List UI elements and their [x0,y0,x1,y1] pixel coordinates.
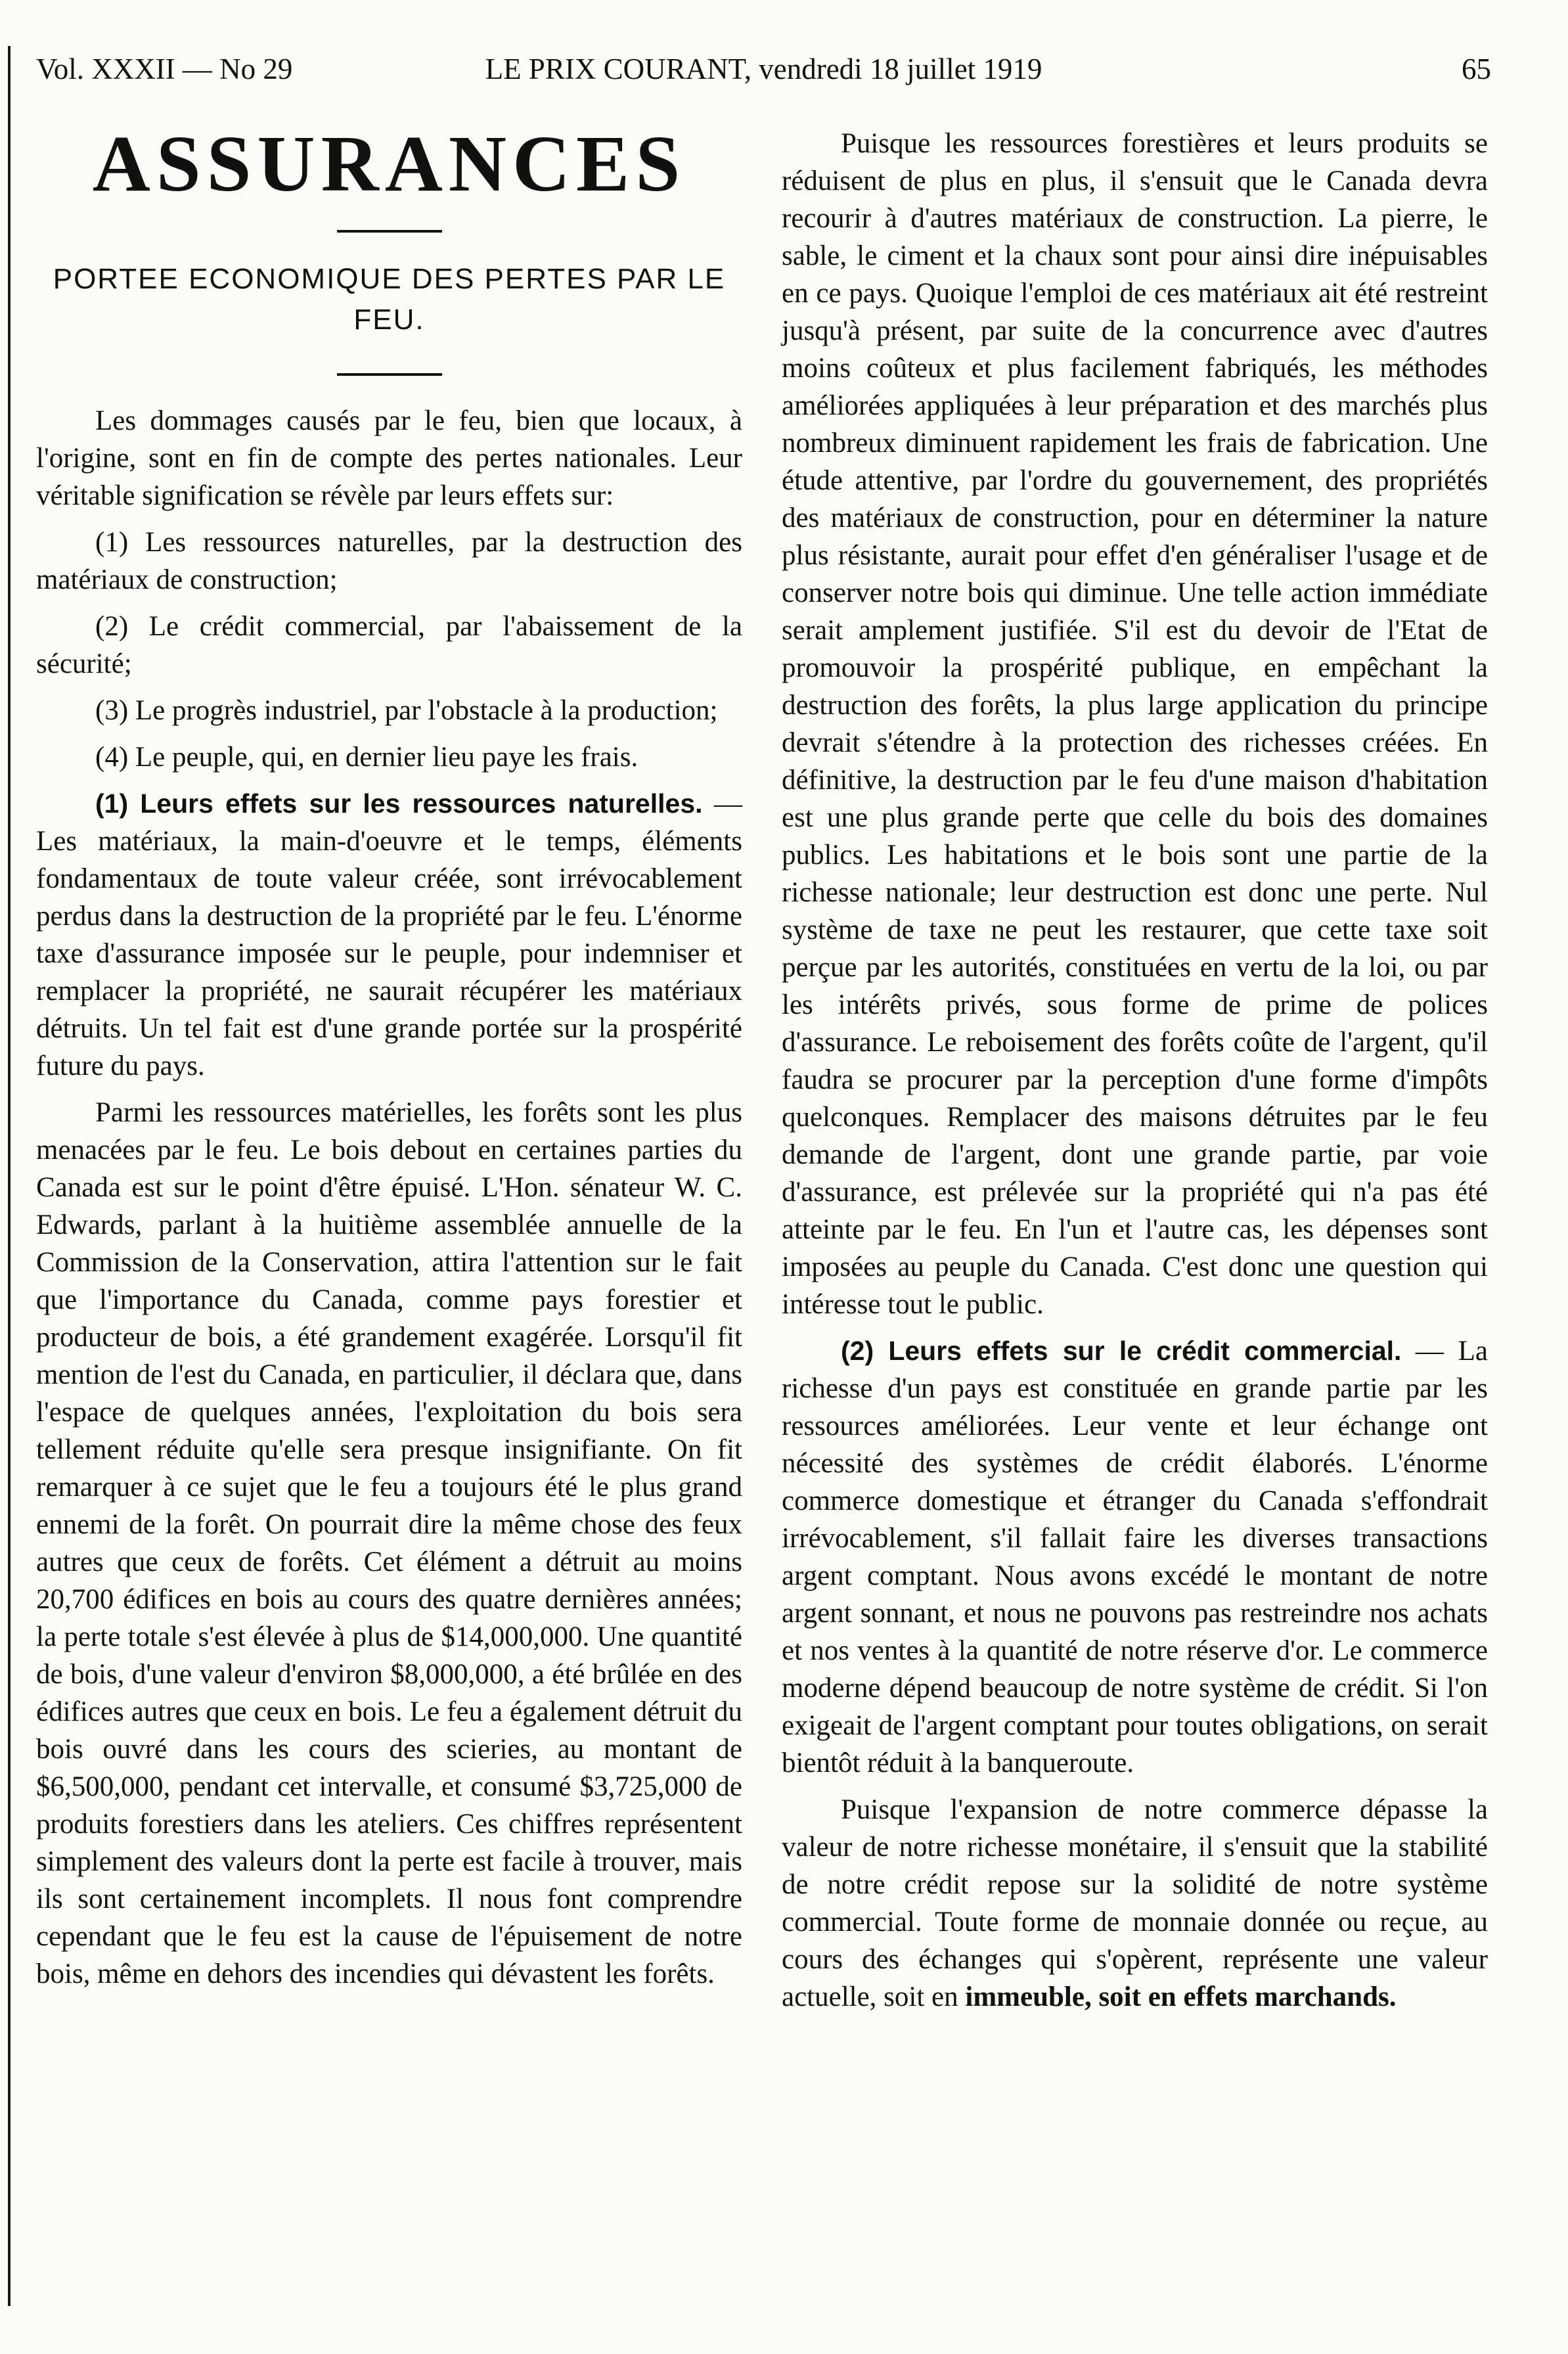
section-2-text-1: — La richesse d'un pays est constituée en grande partie par les ressources améliorées. Leur vente et leur échange ont nécessité des systèmes de crédit élaborés. L'énorme commerce domestique et étranger du Canada s'effondrait irrévocablement, s'il fallait faire les diverses transactions argent comptant. Nous avons excédé le montant de notre argent sonnant, et nous ne pouvons pas restreindre nos achats et nos ventes à la quantité de notre réserve d'or. Le commerce moderne dépend beaucoup de notre système de crédit. Si l'on exigeait de l'argent comptant pour toutes obligations, on serait bientôt réduit à la banqueroute. [782,1336,1488,1778]
section-2-heading: (2) Leurs effets sur le crédit commercial. [841,1336,1402,1366]
running-header [36,46,1491,92]
left-column [36,118,742,2002]
article-title: PORTEE ECONOMIQUE DES PERTES PAR LE FEU. [53,263,726,336]
section-masthead: ASSURANCES [92,120,686,208]
page-number: 65 [1462,53,1491,85]
section-2-paragraph-1 [782,1332,1488,1782]
title-rule-bottom [337,373,442,376]
section-1-paragraph-1 [36,785,742,1085]
section-2-paragraph-2 [782,1791,1488,2016]
section-1-paragraph-2: Parmi les ressources matérielles, les forêts sont les plus menacées par le feu. Le bois debout en certaines parties du Canada est sur le point d'être épuisé. L'Hon. sénateur W. C. Edwards, parlant à la huitième assemblée annuelle de la Commission de la Conservation, attira l'attention sur le fait que l'importance du Canada, comme pays forestier et producteur de bois, a été grandement exagérée. Lorsqu'il fit mention de l'est du Canada, en particulier, il déclara que, dans l'espace de quelques années, l'exploitation du bois sera tellement réduite qu'elle sera presque insignifiante. On fit remarquer à ce sujet que le feu a toujours été le plus grand ennemi de la forêt. On pourrait dire la même chose des feux autres que ceux de forêts. Cet élément a détruit au moins 20,700 édifices en bois au cours des quatre dernières années; la perte totale s'est élevée à plus de $14,000,000. Une quantité de bois, d'une valeur d'environ $8,000,000, a été brûlée en des édifices autres que ceux en bois. Le feu a également détruit du bois ouvré dans les cours des scieries, au montant de $6,500,000, pendant cet intervalle, et consumé $3,725,000 de produits forestiers dans les ateliers. Ces chiffres représentent simplement des valeurs dont la perte est facile à trouver, mais ils sont certainement incomplets. Il nous font comprendre cependant que le feu est la cause de l'épuisement de notre bois, même en dehors des incendies qui dévastent les forêts. [36,1097,742,1989]
right-column [782,125,1488,2025]
section-2-text-end: immeuble, soit en effets marchands. [965,1981,1397,2012]
effect-item-1: (1) Les ressources naturelles, par la destruction des matériaux de construction; [36,527,742,595]
journal-title-date: LE PRIX COURANT, vendredi 18 juillet 1919 [485,53,1042,85]
intro-paragraph: Les dommages causés par le feu, bien que locaux, à l'origine, sont en fin de compte des pertes nationales. Leur véritable signification se révèle par leurs effets sur: [36,405,742,511]
title-rule-top [337,230,442,233]
effect-item-3: (3) Le progrès industriel, par l'obstacle à la production; [95,695,718,726]
effect-item-2: (2) Le crédit commercial, par l'abaissement de la sécurité; [36,611,742,679]
issue-number: Vol. XXXII — No 29 [36,53,293,85]
page-margin-rule [8,46,11,2306]
section-1-heading: (1) Leurs effets sur les ressources naturelles. [95,788,703,819]
effect-item-4: (4) Le peuple, qui, en dernier lieu paye les frais. [95,742,638,773]
section-1-paragraph-3: Puisque les ressources forestières et leurs produits se réduisent de plus en plus, il s'ensuit que le Canada devra recourir à d'autres matériaux de construction. La pierre, le sable, le ciment et la chaux sont pour ainsi dire inépuisables en ce pays. Quoique l'emploi de ces matériaux ait été restreint jusqu'à présent, par suite de la concurrence avec d'autres moins coûteux et plus facilement fabriqués, les méthodes améliorées appliquées à leur préparation et des marchés plus nombreux diminuent rapidement les frais de fabrication. Une étude attentive, par l'ordre du gouvernement, des propriétés des matériaux de construction, pour en déterminer la nature plus résistante, aurait pour effet d'en généraliser l'usage et de conserver notre bois qui diminue. Une telle action immédiate serait amplement justifiée. S'il est du devoir de l'Etat de promouvoir la prospérité publique, en empêchant la destruction des forêts, la plus large application du principe devrait s'étendre à la protection des richesses créées. En définitive, la destruction par le feu d'une maison d'habitation est une plus grande perte que celle du bois des domaines publics. Les habitations et le bois sont une partie de la richesse nationale; leur destruction est donc une perte. Nul système de taxe ne peut les restaurer, que cette taxe soit perçue par les autorités, constituées en vertu de la loi, ou par les intérêts privés, sous forme de prime de polices d'assurance. Le reboisement des forêts coûte de l'argent, qu'il faudra se procurer par la perception d'une forme d'impôts quelconques. Remplacer des maisons détruites par le feu demande de l'argent, dont une grande partie, par voie d'assurance, est prélevée sur la propriété qui n'a pas été atteinte par le feu. En l'un et l'autre cas, les dépenses sont imposées au peuple du Canada. C'est donc une question qui intéresse tout le public. [782,128,1488,1320]
section-2-text-2: Puisque l'expansion de notre commerce dépasse la valeur de notre richesse monétaire, il s'ensuit que la stabilité de notre crédit repose sur la solidité de notre système commercial. Toute forme de monnaie donnée ou reçue, au cours des échanges qui s'opèrent, représente une valeur actuelle, soit en [782,1794,1488,2012]
section-1-text-1: — Les matériaux, la main-d'oeuvre et le temps, éléments fondamentaux de toute valeur créée, sont irrévocablement perdus dans la destruction de la propriété par le feu. L'énorme taxe d'assurance imposée sur le peuple, pour indemniser et remplacer la propriété, ne saurait récupérer les matériaux détruits. Un tel fait est d'une grande portée sur la prospérité future du pays. [36,788,742,1081]
